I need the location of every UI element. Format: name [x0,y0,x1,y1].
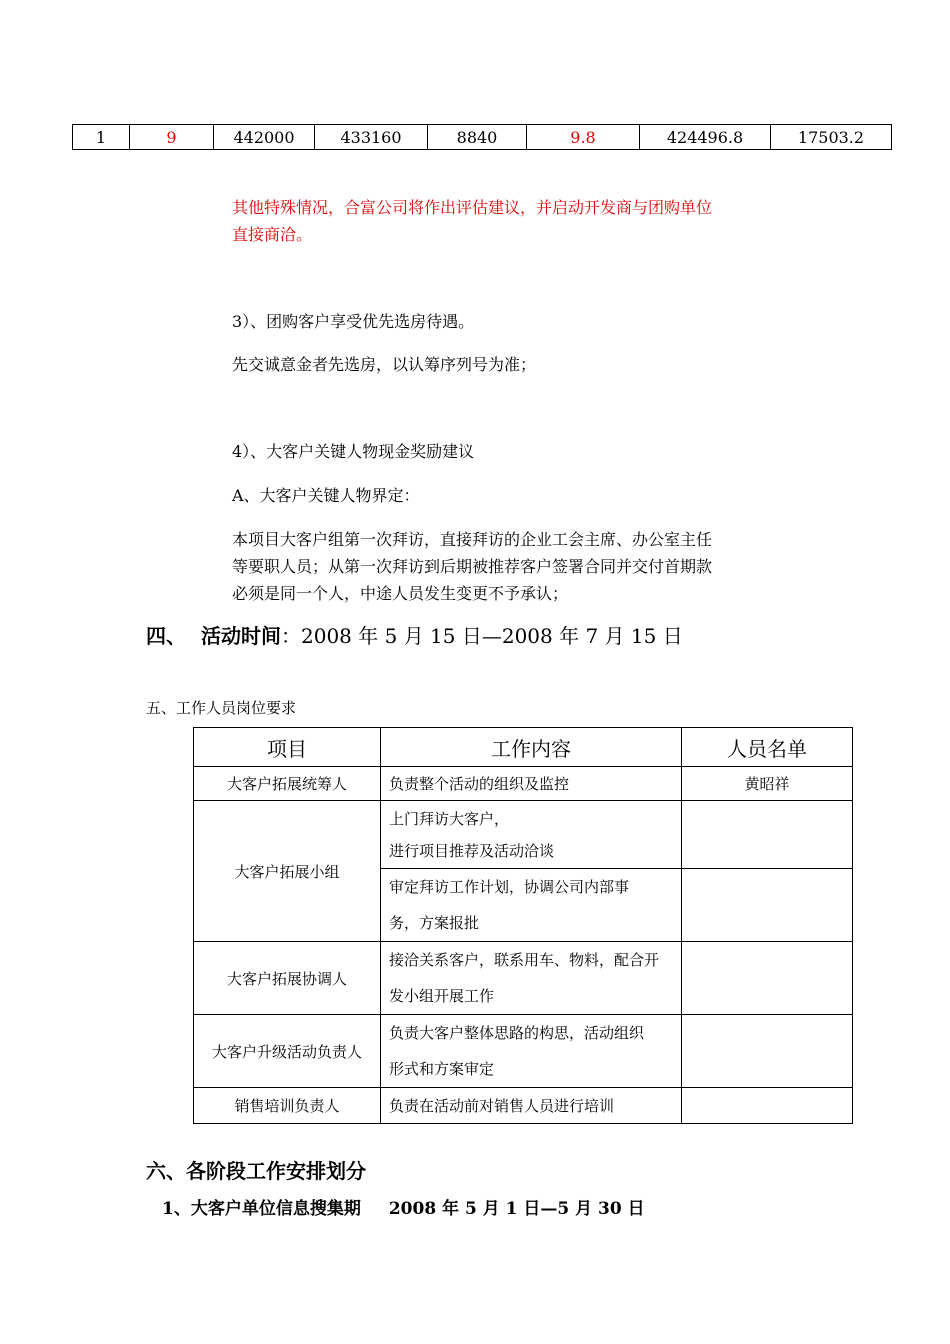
header-item: 项目 [194,728,381,767]
item4-a: A、大客户关键人物界定： [232,486,420,505]
section6-title: 六、各阶段工作安排划分 [146,1159,366,1183]
table-cell: 1 [73,125,130,150]
content-cell [381,869,682,942]
role-cell: 大客户拓展协调人 [194,942,381,1015]
table-row [194,1088,853,1124]
person-cell [682,1088,853,1124]
table-row [194,801,853,869]
person-cell [682,1015,853,1088]
role-cell: 大客户拓展小组 [194,801,381,942]
person-cell [682,869,853,942]
role-cell: 销售培训负责人 [194,1088,381,1124]
special-note-line: 直接商洽。 [232,225,313,244]
person-cell [682,801,853,869]
person-cell [682,942,853,1015]
content-cell [381,942,682,1015]
content-cell: 负责在活动前对销售人员进行培训 [381,1088,682,1124]
content-cell: 负责整个活动的组织及监控 [381,767,682,801]
header-person: 人员名单 [682,728,853,767]
item4-title: 4）、大客户关键人物现金奖励建议 [232,442,475,461]
table-row [194,1015,853,1088]
section4-heading [146,620,683,649]
table-row [73,125,892,150]
content-line: 务，方案报批 [389,914,480,932]
body-line: 必须是同一个人，中途人员发生变更不予承认； [232,584,569,603]
item3-body: 先交诚意金者先选房，以认筹序列号为准； [232,355,537,374]
table-header-row [194,728,853,767]
content-line: 形式和方案审定 [389,1060,495,1078]
content-line: 发小组开展工作 [389,987,495,1005]
person-cell: 黄昭祥 [682,767,853,801]
content-line: 进行项目推荐及活动洽谈 [389,841,555,860]
section4-value: ：2008 年 5 月 15 日—2008 年 7 月 15 日 [281,624,683,648]
section4-label: 活动时间 [201,624,281,648]
top-data-table [72,124,892,150]
content-cell [381,801,682,869]
section5-title: 五、工作人员岗位要求 [146,699,297,717]
table-row [194,942,853,1015]
header-content: 工作内容 [381,728,682,767]
staff-table [193,727,853,1124]
table-cell: 9.8 [527,125,640,150]
role-cell: 大客户拓展统筹人 [194,767,381,801]
body-line: 本项目大客户组第一次拜访，直接拜访的企业工会主席、办公室主任 [232,530,713,549]
table-row [194,767,853,801]
table-cell: 442000 [214,125,315,150]
content-cell [381,1015,682,1088]
content-line: 审定拜访工作计划，协调公司内部事 [389,878,630,896]
table-cell: 9 [130,125,214,150]
body-line: 等要职人员；从第一次拜访到后期被推荐客户签署合同并交付首期款 [232,557,713,576]
table-cell: 17503.2 [771,125,892,150]
table-cell: 424496.8 [640,125,771,150]
role-cell: 大客户升级活动负责人 [194,1015,381,1088]
content-line: 接洽关系客户，联系用车、物料，配合开 [389,951,660,969]
item4-body [232,526,712,607]
phase-label: 1、大客户单位信息搜集期 [162,1199,361,1219]
special-note [232,194,712,248]
item3-title: 3）、团购客户享受优先选房待遇。 [232,312,475,331]
section4-number: 四、 [146,624,186,648]
phase-date: 2008 年 5 月 1 日—5 月 30 日 [388,1199,645,1219]
table-cell: 8840 [428,125,527,150]
table-cell: 433160 [315,125,428,150]
section6-subheading [162,1194,645,1219]
content-line: 上门拜访大客户， [389,809,510,828]
content-line: 负责大客户整体思路的构思，活动组织 [389,1024,645,1042]
special-note-line: 其他特殊情况，合富公司将作出评估建议，并启动开发商与团购单位 [232,198,713,217]
